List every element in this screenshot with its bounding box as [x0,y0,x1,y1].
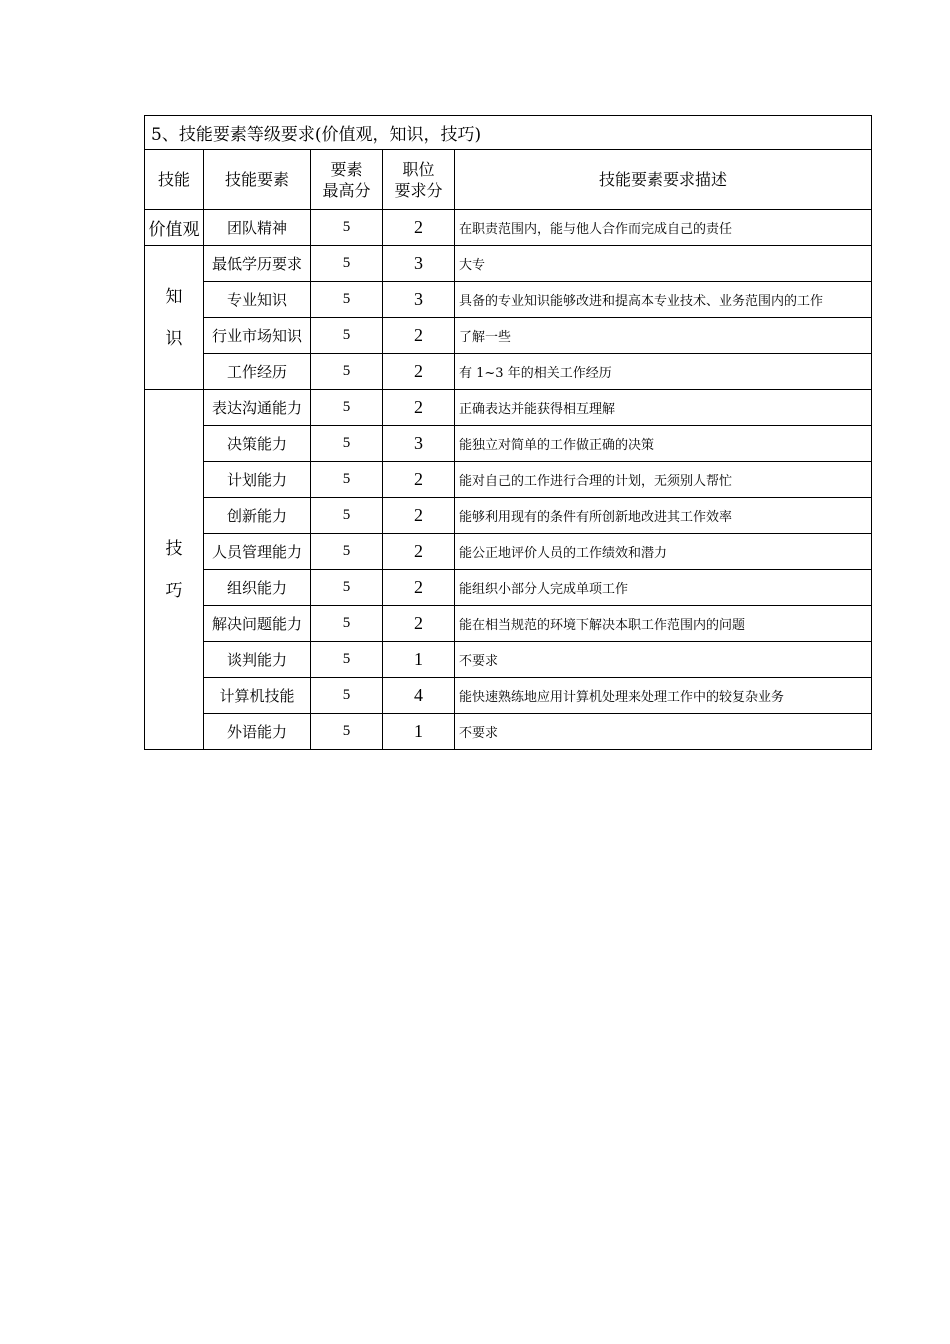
required-score: 2 [383,318,455,354]
category-char: 知 [165,286,183,307]
table-row [145,570,872,606]
table-row [145,426,872,462]
max-score: 5 [311,318,383,354]
max-score: 5 [311,426,383,462]
header-max-score-text: 要素 最高分 [322,159,371,200]
max-score: 5 [311,534,383,570]
element-name: 创新能力 [204,498,311,534]
requirement-description: 有 1~3 年的相关工作经历 [455,354,872,390]
table-row [145,678,872,714]
header-element: 技能要素 [204,150,311,210]
table-row [145,246,872,282]
element-name: 解决问题能力 [204,606,311,642]
max-score: 5 [311,246,383,282]
table-row [145,642,872,678]
element-name: 行业市场知识 [204,318,311,354]
requirement-description: 能快速熟练地应用计算机处理来处理工作中的较复杂业务 [455,678,872,714]
requirement-description: 能对自己的工作进行合理的计划，无须别人帮忙 [455,462,872,498]
max-score: 5 [311,390,383,426]
required-score: 2 [383,534,455,570]
element-name: 最低学历要求 [204,246,311,282]
header-max-score [311,150,383,210]
category-char: 识 [165,328,183,349]
table-row [145,498,872,534]
element-name: 计算机技能 [204,678,311,714]
category-cell [145,390,204,750]
skill-requirements-table [144,115,872,750]
required-score: 2 [383,390,455,426]
header-required-score [383,150,455,210]
requirement-description: 了解一些 [455,318,872,354]
requirement-description: 能公正地评价人员的工作绩效和潜力 [455,534,872,570]
table-row [145,462,872,498]
requirement-description: 大专 [455,246,872,282]
header-description: 技能要素要求描述 [455,150,872,210]
element-name: 决策能力 [204,426,311,462]
max-score: 5 [311,678,383,714]
header-category: 技能 [145,150,204,210]
required-score: 2 [383,210,455,246]
category-cell: 价值观 [145,210,204,246]
max-score: 5 [311,282,383,318]
required-score: 3 [383,426,455,462]
element-name: 表达沟通能力 [204,390,311,426]
required-score: 3 [383,282,455,318]
section-title: 5、技能要素等级要求(价值观，知识，技巧) [145,116,872,150]
max-score: 5 [311,642,383,678]
required-score: 2 [383,606,455,642]
element-name: 计划能力 [204,462,311,498]
requirement-description: 能组织小部分人完成单项工作 [455,570,872,606]
requirement-description: 具备的专业知识能够改进和提高本专业技术、业务范围内的工作 [455,282,872,318]
element-name: 外语能力 [204,714,311,750]
max-score: 5 [311,606,383,642]
requirement-description: 能够利用现有的条件有所创新地改进其工作效率 [455,498,872,534]
header-required-score-text: 职位 要求分 [394,159,443,200]
requirement-description: 正确表达并能获得相互理解 [455,390,872,426]
required-score: 2 [383,570,455,606]
requirement-description: 不要求 [455,642,872,678]
table-row [145,354,872,390]
required-score: 2 [383,498,455,534]
element-name: 人员管理能力 [204,534,311,570]
required-score: 4 [383,678,455,714]
requirement-description: 能在相当规范的环境下解决本职工作范围内的问题 [455,606,872,642]
max-score: 5 [311,714,383,750]
max-score: 5 [311,498,383,534]
max-score: 5 [311,462,383,498]
required-score: 1 [383,714,455,750]
table-row [145,714,872,750]
category-char: 巧 [165,580,183,601]
element-name: 工作经历 [204,354,311,390]
requirement-description: 在职责范围内，能与他人合作而完成自己的责任 [455,210,872,246]
category-cell [145,246,204,390]
element-name: 专业知识 [204,282,311,318]
table-row [145,210,872,246]
max-score: 5 [311,354,383,390]
max-score: 5 [311,570,383,606]
element-name: 组织能力 [204,570,311,606]
max-score: 5 [311,210,383,246]
required-score: 2 [383,354,455,390]
required-score: 1 [383,642,455,678]
category-char: 技 [165,538,183,559]
required-score: 3 [383,246,455,282]
table-row [145,318,872,354]
element-name: 谈判能力 [204,642,311,678]
table-row [145,390,872,426]
element-name: 团队精神 [204,210,311,246]
requirement-description: 不要求 [455,714,872,750]
requirement-description: 能独立对简单的工作做正确的决策 [455,426,872,462]
table-row [145,606,872,642]
required-score: 2 [383,462,455,498]
table-row [145,534,872,570]
table-row [145,282,872,318]
